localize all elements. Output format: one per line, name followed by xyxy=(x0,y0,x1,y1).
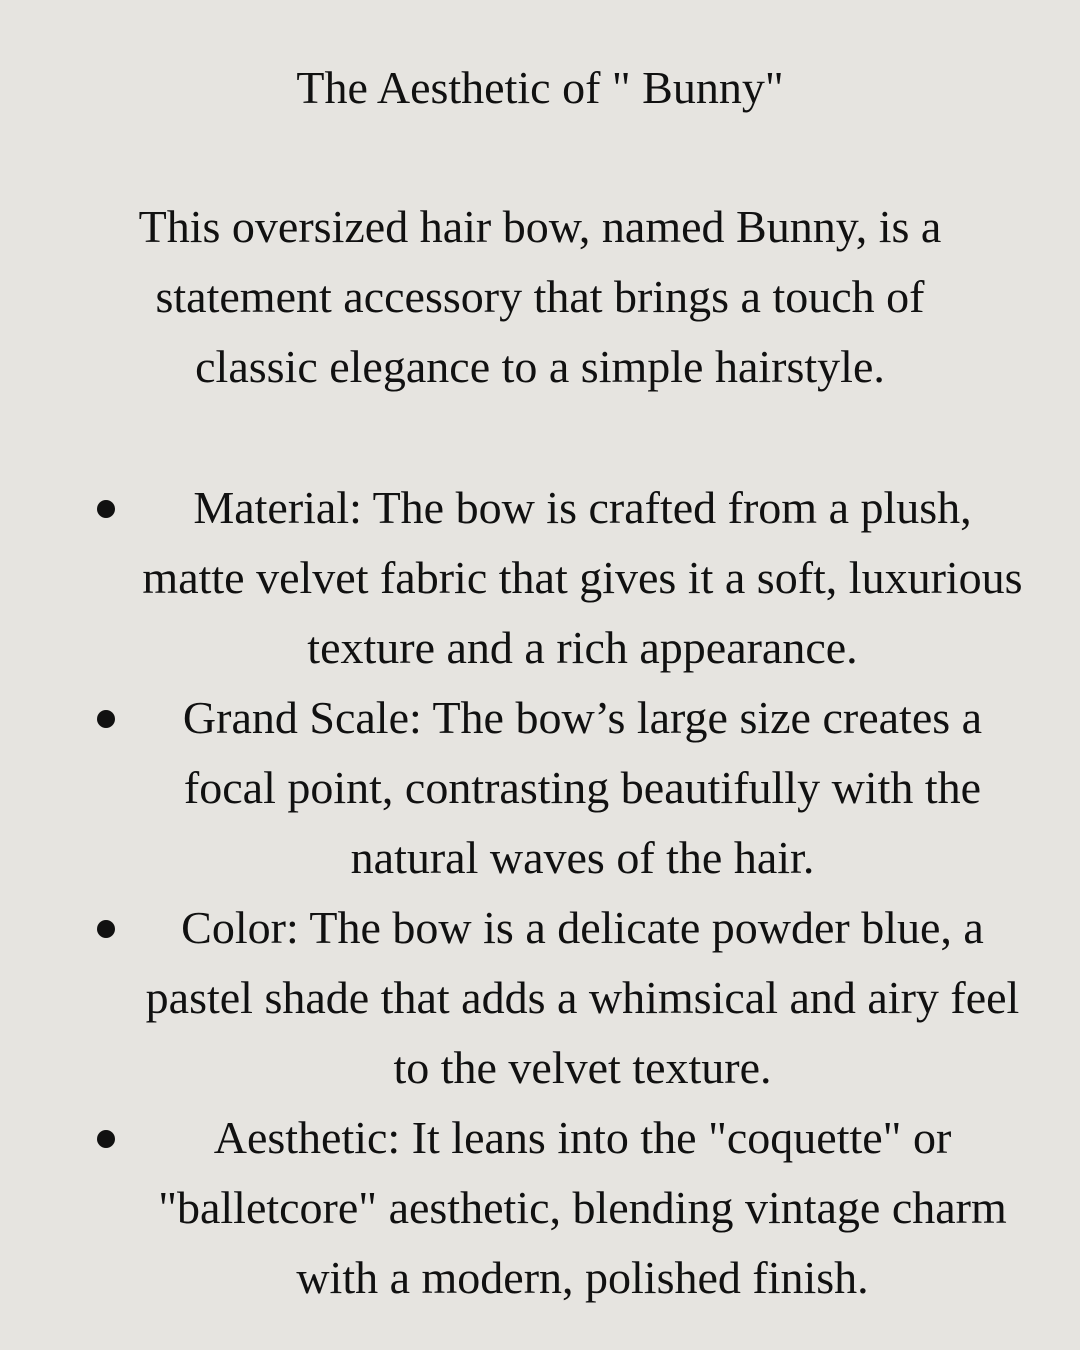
list-item-color xyxy=(0,893,1080,1103)
bullet-icon xyxy=(97,500,115,518)
list-item-aesthetic xyxy=(0,1103,1080,1313)
intro-paragraph: This oversized hair bow, named Bunny, is a statement accessory that brings a touch of classic elegance to a simple hairstyle. xyxy=(138,201,942,392)
list-item-grand-scale xyxy=(0,683,1080,893)
bullet-icon xyxy=(97,710,115,728)
bullet-icon xyxy=(97,920,115,938)
list-item-text: Aesthetic: It leans into the "coquette" or "balletcore" aesthetic, blending vintage charm with a modern, polished finish. xyxy=(158,1112,1007,1303)
list-item-material xyxy=(0,473,1080,683)
bullet-icon xyxy=(97,1130,115,1148)
page-title: The Aesthetic of " Bunny" xyxy=(296,62,784,113)
feature-list xyxy=(0,473,1080,1313)
list-item-text: Color: The bow is a delicate powder blue, a pastel shade that adds a whimsical and airy feel to the velvet texture. xyxy=(145,902,1020,1093)
list-item-text: Material: The bow is crafted from a plush, matte velvet fabric that gives it a soft, luxurious texture and a rich appearance. xyxy=(142,482,1023,673)
list-item-text: Grand Scale: The bow’s large size creates a focal point, contrasting beautifully with the natural waves of the hair. xyxy=(182,692,983,883)
